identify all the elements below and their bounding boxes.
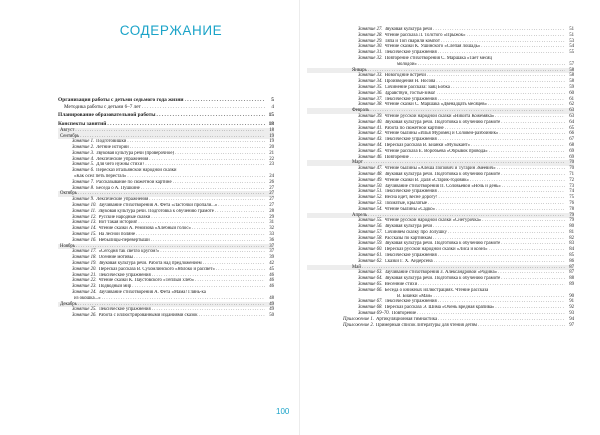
toc-entry-text: Русские народные сказки	[98, 214, 151, 220]
page-title: СОДЕРЖАНИЕ	[119, 23, 223, 38]
toc-lesson-label: Занятие 23.	[72, 284, 97, 290]
toc-page-number: 46	[269, 278, 274, 284]
toc-page-number: 28	[269, 208, 274, 214]
toc-entry-text: Рассказывание по сюжетной картине	[96, 179, 172, 185]
toc-entry-text: Звуковая культура речи. Подготовка к обучению грамоте	[384, 276, 501, 282]
toc-page-number: 83	[569, 241, 574, 247]
toc-lesson-label: Занятие 24.	[72, 290, 97, 296]
toc-page-number: 87	[569, 270, 574, 276]
toc-page-number: 75	[569, 195, 574, 201]
toc-entry-text: «Как осел петь перестал»	[74, 174, 127, 180]
toc-lesson-label: Занятие 39.	[358, 113, 383, 119]
toc-page-number: 90	[569, 293, 574, 299]
toc-page-number: 73	[569, 183, 574, 189]
toc-lesson-label: Занятие 42.	[358, 131, 383, 137]
toc-entry-text: Лексические упражнения	[98, 272, 151, 278]
toc-entry-text: Повторение	[391, 311, 417, 317]
toc-lesson-label: Занятие 6.	[72, 168, 95, 174]
toc-entry-text: Чтение былины «Илья Муромец и Соловей-разбойник»	[384, 131, 499, 137]
toc-lesson-label: Занятие 32.	[358, 55, 383, 61]
toc-entry-text: Небылицы-перевертыши	[98, 237, 150, 243]
toc-page-number: 70	[569, 166, 574, 172]
toc-entry-text: Осенние мотивы	[98, 255, 133, 261]
toc-entry-text: Звуковая культура речи	[384, 224, 433, 230]
toc-month-name: Май	[352, 264, 361, 270]
toc-page-number: 19	[269, 139, 274, 145]
toc-month-name: Август	[60, 127, 75, 133]
toc-lesson-row	[58, 313, 274, 319]
toc-entry-text: Звуковая культура речи (проверочное)	[96, 150, 175, 156]
toc-entry-text: Повторение стихотворения С. Маршака «Тает месяц	[384, 55, 492, 61]
toc-lesson-label: Занятие 5.	[72, 162, 95, 168]
toc-page-number: 69	[569, 148, 574, 154]
toc-entry-text: Сказки Г. Х. Андерсена	[384, 258, 433, 264]
toc-page-number: 55	[569, 50, 574, 56]
toc-entry-text: Летние истории	[96, 145, 129, 151]
toc-lesson-label: Занятие 66.	[358, 287, 383, 293]
toc-lesson-label: Занятие 45.	[358, 148, 383, 154]
toc-entry-text: из окошка...»	[74, 295, 101, 301]
toc-entry-text: Лексические упражнения	[384, 253, 437, 259]
toc-entry-text: Чтение русской народной сказки «Снегурочка»	[384, 218, 482, 224]
toc-entry-text: В. Бианки «Май»	[397, 293, 433, 299]
toc-entry-text: Пересказ рассказа В. Бианки «Музыкант»	[384, 142, 471, 148]
toc-page-number: 53	[569, 38, 574, 44]
toc-page-number: 19	[269, 133, 274, 139]
toc-entry-text: Работа с иллюстрированными изданиями сказок	[98, 313, 198, 319]
toc-page-number: 94	[569, 316, 574, 322]
toc-section-title: Методика работы с детьми 6–7 лет	[64, 103, 141, 110]
toc-appendix-row	[307, 323, 574, 329]
toc-lesson-label: Занятие 14.	[72, 226, 97, 232]
toc-page-number: 27	[269, 203, 274, 209]
toc-lesson-label: Занятие 25.	[72, 307, 97, 313]
toc-lesson-label: Занятие 54.	[358, 206, 383, 212]
toc-lesson-label: Занятие 51.	[358, 189, 383, 195]
toc-page-number: 59	[569, 84, 574, 90]
toc-lesson-label: Занятие 48.	[358, 171, 383, 177]
toc-entry-text: Чтение сказки С. Маршака «Двенадцать месяцев»	[384, 102, 487, 108]
toc-lesson-label: Занятие 64.	[358, 276, 383, 282]
toc-lesson-label: Приложение 2.	[343, 322, 374, 328]
toc-entry-text: Звуковая культура речи. Подготовка к обучению грамоте	[384, 241, 501, 247]
toc-page-number: 58	[569, 67, 574, 73]
toc-lesson-label: Занятие 29.	[358, 38, 383, 44]
toc-page-number: 58	[569, 79, 574, 85]
toc-lesson-label: Занятие 37.	[358, 96, 383, 102]
toc-entry-text: Подготовишки	[96, 139, 127, 145]
toc-list-left	[58, 128, 274, 319]
toc-entry-text: Весенние стихи	[384, 282, 418, 288]
toc-page-number: 58	[569, 73, 574, 79]
toc-entry-text: Подводный мир	[98, 284, 132, 290]
toc-lesson-label: Занятие 3.	[72, 150, 95, 156]
toc-lesson-label: Занятие 50.	[358, 183, 383, 189]
toc-lesson-label: Занятие 62.	[358, 258, 383, 264]
toc-entry-text: Пересказ рассказа Э. Шима «Очень вредная крапива»	[384, 305, 495, 311]
toc-lesson-label: Занятие 9.	[72, 197, 95, 203]
toc-lesson-label: Занятие 59.	[358, 241, 383, 247]
toc-lesson-label: Занятие 49.	[358, 177, 383, 183]
toc-month-name: Январь	[352, 67, 367, 73]
toc-page-number: 15	[268, 112, 274, 119]
toc-entry-text: Заучивание стихотворения П. Соловьевой «Ночь и день»	[384, 183, 501, 189]
toc-lesson-label: Занятие 68.	[358, 305, 383, 311]
toc-entry-text: Беседа о книжных иллюстрациях. Чтение рассказа	[384, 287, 489, 293]
toc-entry-text: Вот такая история!	[98, 220, 138, 226]
toc-entry-text: Лексические упражнения	[384, 299, 437, 305]
toc-page-number: 92	[569, 305, 574, 311]
toc-lesson-label: Занятие 40.	[358, 119, 383, 125]
toc-page-number: 32	[269, 226, 274, 232]
toc-page-number: 68	[569, 142, 574, 148]
toc-page-number: 42	[269, 261, 274, 267]
toc-page-number: 79	[569, 212, 574, 218]
toc-entry-text: Работа по сюжетной картине	[384, 125, 444, 131]
toc-lesson-label: Занятие 15.	[72, 232, 97, 238]
toc-page-number: 76	[569, 200, 574, 206]
toc-lesson-label: Занятие 2.	[72, 145, 95, 151]
toc-page-number: 46	[269, 284, 274, 290]
toc-page-number: 81	[569, 229, 574, 235]
toc-lesson-label: Занятие 35.	[358, 84, 383, 90]
toc-lesson-label: Занятие 17.	[72, 249, 97, 255]
toc-page-number: 45	[269, 266, 274, 272]
toc-page-number: 39	[269, 255, 274, 261]
toc-lesson-label: Занятие 55.	[358, 218, 383, 224]
toc-page-number: 22	[269, 156, 274, 162]
toc-lesson-label: Занятие 53.	[358, 200, 383, 206]
toc-page-number: 84	[569, 247, 574, 253]
toc-leader-dots	[142, 104, 265, 110]
toc-entry-text: Тяпа и Топ сварили компот	[384, 38, 440, 44]
toc-entry-text: Чтение русской народной сказки «Никита Кожемяка»	[384, 113, 495, 119]
toc-month-name: Октябрь	[60, 191, 77, 197]
toc-leader-dots	[156, 112, 265, 119]
toc-page-number: 78	[569, 206, 574, 212]
toc-lesson-label: Занятие 27.	[358, 27, 383, 32]
toc-lesson-label: Занятие 22.	[72, 278, 97, 284]
toc-entry-text: Чтение сказки А. Ремизова «Хлебный голос»	[98, 226, 191, 232]
toc-entry-text: Звуковая культура речи. Работа над предложением	[98, 261, 202, 267]
toc-page-number: 62	[569, 102, 574, 108]
toc-page-number: 51	[569, 27, 574, 32]
toc-section-title: Конспекты занятий	[58, 121, 107, 128]
toc-lesson-label: Занятие 52.	[358, 195, 383, 201]
toc-page-number: 63	[569, 113, 574, 119]
toc-lesson-label: Занятие 7.	[72, 179, 95, 185]
toc-page-number: 80	[569, 224, 574, 230]
toc-lesson-label: Занятие 60.	[358, 247, 383, 253]
toc-page-number: 46	[269, 272, 274, 278]
toc-page-number: 66	[569, 131, 574, 137]
toc-month-name: Декабрь	[60, 301, 77, 307]
toc-entry-text: Звуковая культура речи	[384, 27, 433, 32]
toc-entry-text: Новогодние встречи	[384, 73, 426, 79]
toc-page-number: 54	[569, 44, 574, 50]
toc-entry-text: Повторение	[384, 154, 409, 160]
toc-page-number: 70	[569, 160, 574, 166]
page-number: 100	[276, 407, 290, 416]
toc-lesson-label: Занятие 8.	[72, 185, 95, 191]
toc-lesson-label: Занятие 13.	[72, 220, 97, 226]
toc-entry-text: Сочиняем сказку про Золушку	[384, 229, 447, 235]
toc-page-number: 79	[569, 218, 574, 224]
toc-entry-text: Беседа о А. Пушкине	[96, 185, 140, 191]
toc-page-number: 21	[269, 150, 274, 156]
toc-entry-text: Лексические упражнения	[384, 189, 437, 195]
toc-section-title: Планирование образовательной работы	[58, 112, 156, 119]
toc-entry-text: Чтение сказки К. Ушинского «Слепая лошадь»	[384, 44, 481, 50]
toc-month-name: Март	[352, 160, 363, 166]
toc-page-number: 20	[269, 145, 274, 151]
toc-lesson-label: Занятие 20.	[72, 266, 97, 272]
toc-entry-text: Звуковая культура речи. Подготовка к обучению грамоте	[384, 119, 501, 125]
toc-entry-text: Здравствуй, гостья-зима!	[384, 90, 436, 96]
toc-month-name: Февраль	[352, 108, 370, 114]
toc-entry-text: Звуковая культура речи. Подготовка к обучению грамоте	[98, 208, 214, 214]
toc-entry-text: Сочинение рассказа: заяц Бобка	[384, 84, 450, 90]
toc-page-number: 51	[569, 32, 574, 38]
toc-lesson-label: Занятие 56.	[358, 224, 383, 230]
toc-page-number: 85	[569, 253, 574, 259]
toc-page-number: 27	[269, 191, 274, 197]
toc-entry-text: Пересказ русской народной сказки «Лиса и козел»	[384, 247, 488, 253]
toc-page-number: 37	[269, 243, 274, 249]
toc-page-number: 33	[269, 232, 274, 238]
toc-subsection	[58, 104, 274, 110]
toc-page-number: 18	[268, 121, 274, 128]
toc-entry-text: молодой»	[397, 61, 417, 67]
toc-lesson-label: Занятие 67.	[358, 299, 383, 305]
toc-leader-dots	[199, 313, 265, 319]
toc-lesson-label: Занятие 33.	[358, 73, 383, 79]
toc-lesson-label: Занятие 18.	[72, 255, 97, 261]
toc-page-number: 49	[269, 307, 274, 313]
toc-leader-dots	[478, 323, 565, 329]
toc-page-number: 48	[269, 295, 274, 301]
right-page	[300, 0, 600, 435]
toc-lesson-label: Занятие 46.	[358, 154, 383, 160]
toc-lesson-label: Занятие 19.	[72, 261, 97, 267]
toc-lesson-label: Занятие 34.	[358, 79, 383, 85]
toc-page-number: 97	[569, 322, 574, 328]
toc-entry-text: Заучивание стихотворения А. Фета «Ласточки пропали...»	[98, 203, 218, 209]
toc-page-number: 49	[269, 301, 274, 307]
toc-lesson-label: Занятие 4.	[72, 156, 95, 162]
toc-page-number: 93	[569, 311, 574, 317]
toc-entry-text: Лексические упражнения	[384, 137, 437, 143]
toc-page-number: 29	[269, 214, 274, 220]
toc-lesson-label: Занятие 44.	[358, 142, 383, 148]
toc-entry-text: Звуковая культура речи. Подготовка к обучению грамоте	[384, 171, 501, 177]
toc-page-number: 71	[569, 171, 574, 177]
toc-page-number: 23	[269, 162, 274, 168]
toc-page-number: 91	[569, 299, 574, 305]
toc-lesson-label: Занятие 21.	[72, 272, 97, 278]
toc-page-number: 60	[569, 90, 574, 96]
toc-page-number: 37	[269, 249, 274, 255]
toc-lesson-label: Занятие 65.	[358, 282, 383, 288]
toc-lesson-label: Занятие 57.	[358, 229, 383, 235]
toc-lesson-label: Занятие 36.	[358, 90, 383, 96]
toc-entry-text: Рассказы по картинкам	[384, 235, 432, 241]
toc-page-number: 4	[271, 103, 274, 110]
toc-entry-text: Чтение сказки В. Даля «Старик-годовик»	[384, 177, 469, 183]
toc-page-number: 27	[269, 185, 274, 191]
toc-lesson-label: Занятие 12.	[72, 214, 97, 220]
toc-lesson-label: Занятие 41.	[358, 125, 383, 131]
toc-month-name: Ноябрь	[60, 243, 76, 249]
toc-entry-text: Пересказ рассказа В. Сухомлинского «Яблоко и рассвет»	[98, 266, 215, 272]
toc-entry-text: Чтение былины «Садко»	[384, 206, 436, 212]
toc-page-number: 63	[569, 108, 574, 114]
toc-lesson-label: Занятие 26.	[72, 313, 97, 319]
toc-sections	[58, 97, 274, 128]
toc-list-right	[307, 27, 574, 328]
toc-lesson-label: Занятие 43.	[358, 137, 383, 143]
toc-entry-text: Для чего нужны стихи?	[96, 162, 145, 168]
toc-month-name: Сентябрь	[60, 133, 80, 139]
toc-page-number: 5	[271, 97, 274, 103]
toc-page-number: 64	[569, 119, 574, 125]
toc-lesson-label: Приложение 1.	[343, 316, 374, 322]
toc-page-number: 69	[569, 154, 574, 160]
toc-lesson-label: Занятие 28.	[358, 32, 383, 38]
toc-month-name: Апрель	[352, 212, 368, 218]
toc-lesson-label: Занятие 38.	[358, 102, 383, 108]
toc-lesson-label: Занятие 30.	[358, 44, 383, 50]
toc-page-number: 72	[569, 177, 574, 183]
toc-page-number: 26	[269, 179, 274, 185]
toc-page-number: 36	[269, 237, 274, 243]
toc-lesson-label: Занятия 69–70.	[358, 311, 390, 317]
toc-lesson-label: Занятие 31.	[358, 50, 383, 56]
toc-lesson-label: Занятие 61.	[358, 253, 383, 259]
toc-page-number: 65	[569, 125, 574, 131]
toc-page-number: 88	[569, 276, 574, 282]
toc-page-number: 18	[269, 127, 274, 133]
toc-lesson-label: Занятие 11.	[72, 208, 97, 214]
toc-page-number: 24	[269, 174, 274, 180]
toc-entry-text: Лексические упражнения	[384, 96, 437, 102]
toc-lesson-label: Занятие 47.	[358, 166, 383, 172]
toc-lesson-label: Занятие 16.	[72, 237, 97, 243]
toc-page-number: 89	[569, 282, 574, 288]
toc-lesson-label: Занятие 58.	[358, 235, 383, 241]
toc-entry-text: Чтение сказки К. Паустовского «Теплый хлеб»	[98, 278, 195, 284]
toc-entry-text: Лохматые, крылатые	[384, 200, 428, 206]
toc-page-number: 87	[569, 264, 574, 270]
toc-section-title: Организация работы с детьми седьмого года жизни	[58, 97, 184, 103]
toc-entry-text: На лесной поляне	[98, 232, 136, 238]
toc-entry-text: Чтение рассказа Л. Толстого «Прыжок»	[384, 32, 466, 38]
toc-entry-text: Лексические упражнения	[98, 307, 151, 313]
toc-entry-text: Лексические упражнения	[96, 156, 149, 162]
toc-entry-text: Произведения Н. Носова	[384, 79, 436, 85]
toc-entry-text: Лексические упражнения	[384, 50, 437, 56]
toc-page-number: 82	[569, 235, 574, 241]
toc-entry-text: Чтение былины «Алеша Попович и Тугарин Змеевич»	[384, 166, 496, 172]
toc-entry-text: Заучивание стихотворения А. Фета «Мама! Глянь-ка	[98, 290, 206, 296]
toc-section	[58, 112, 274, 119]
toc-lesson-label: Занятие 10.	[72, 203, 97, 209]
toc-entry-text: Чтение рассказа Е. Воробьева «Обрывок провода»	[384, 148, 488, 154]
toc-page-number: 67	[569, 137, 574, 143]
toc-page-number: 31	[269, 220, 274, 226]
toc-entry-text: «Сегодня так светло кругом!»	[98, 249, 160, 255]
toc-page-number: 50	[269, 313, 274, 319]
toc-entry-text: Заучивание стихотворения З. Александровой «Родина»	[384, 270, 498, 276]
toc-entry-text: Пересказ итальянской народной сказки	[96, 168, 177, 174]
toc-entry-text: Весна идет, весне дорогу!	[384, 195, 438, 201]
toc-page-number: 86	[569, 258, 574, 264]
toc-entry-text: Артикуляционная гимнастика	[375, 316, 438, 322]
toc-lesson-label: Занятие 1.	[72, 139, 95, 145]
toc-page-number: 27	[269, 197, 274, 203]
toc-entry-text: Лексические упражнения	[96, 197, 149, 203]
toc-page-number: 57	[569, 61, 574, 67]
toc-page-number: 74	[569, 189, 574, 195]
toc-lesson-label: Занятие 63.	[358, 270, 383, 276]
toc-page-number: 61	[569, 96, 574, 102]
toc-entry-text: Примерный список литературы для чтения детям	[375, 322, 477, 328]
